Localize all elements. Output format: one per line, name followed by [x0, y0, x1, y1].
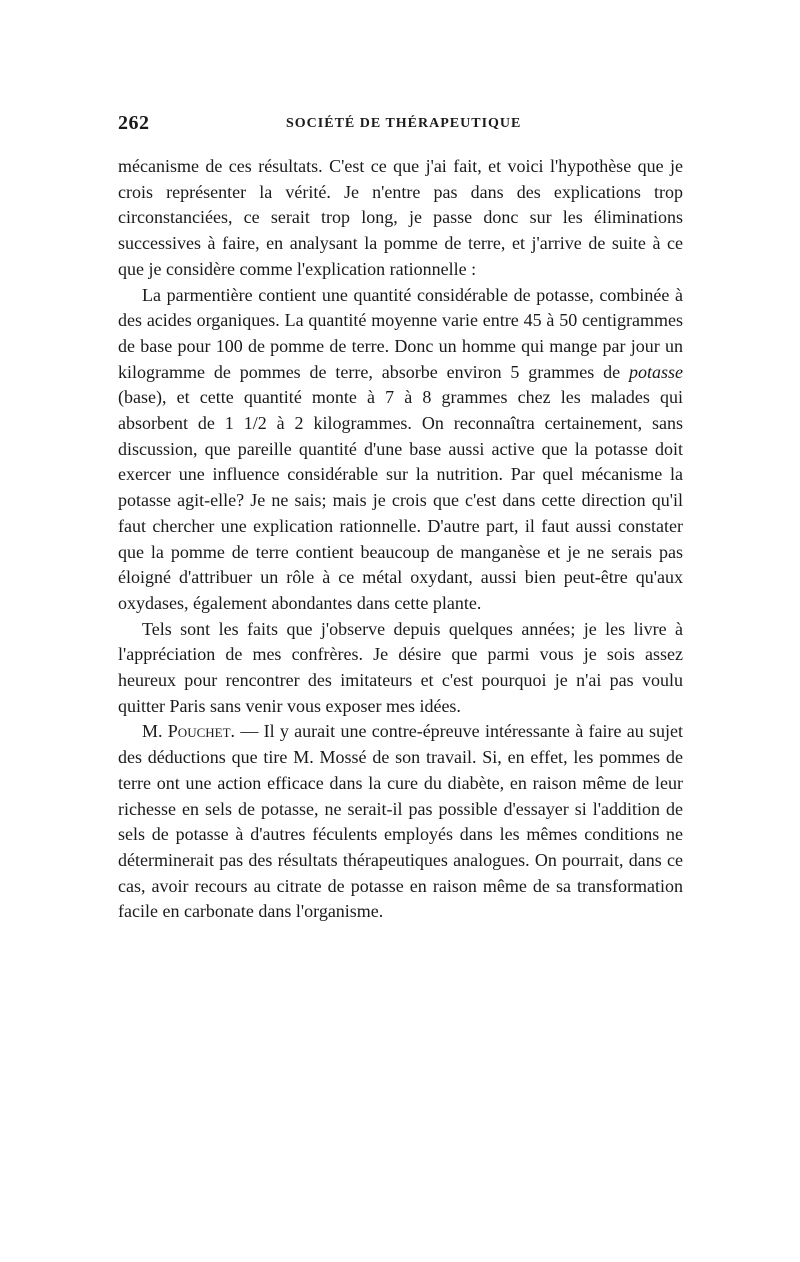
running-header [118, 112, 683, 142]
paragraph-text: (base), et cette quantité monte à 7 à 8 grammes chez les malades qui absorbent de 1 1/2 à 2 kilogrammes. On reconnaîtra certainement, sans discussion, que pareille quantité d'une base aussi active que la potasse doit exercer une influence considérable sur la nutrition. Par quel mécanisme la potasse agit-elle? Je ne sais; mais je crois que c'est dans cette direction qu'il faut chercher une explication rationnelle. D'autre part, il faut aussi constater que la pomme de terre contient beaucoup de manganèse et je ne serais pas éloigné d'attribuer un rôle à ce métal oxydant, aussi bien peut-être qu'aux oxydases, également abondantes dans cette plante. [118, 387, 683, 613]
paragraph-continued: mécanisme de ces résultats. C'est ce que j'ai fait, et voici l'hypothèse que je crois représenter la vérité. Je n'entre pas dans des explications trop circonstanciées, ce serait trop long, je passe donc sur les éliminations successives à faire, en analysant la pomme de terre, et j'arrive de suite à ce que je considère comme l'explication rationnelle : [118, 156, 683, 279]
emphasized-word: potasse [629, 361, 683, 382]
paragraph-discussion [118, 719, 683, 925]
paragraph-potasse [118, 283, 683, 617]
paragraph-conclusion: Tels sont les faits que j'observe depuis quelques années; je les livre à l'appréciation de mes confrères. Je désire que parmi vous je sois assez heureux pour rencontrer des imitateurs et c'est pourquoi je n'ai pas voulu quitter Paris sans venir vous exposer mes idées. [118, 618, 683, 716]
body-text [118, 154, 683, 925]
page-number: 262 [118, 112, 150, 134]
paragraph-text: — Il y aurait une contre-épreuve intéressante à faire au sujet des déductions que tire M. Mossé de son travail. Si, en effet, les pommes de terre ont une action efficace dans la cure du diabète, en raison même de leur richesse en sels de potasse, ne serait-il pas possible d'essayer si l'addition de sels de potasse à d'autres féculents employés dans les mêmes conditions ne déterminerait pas des résultats thérapeutiques analogues. On pourrait, dans ce cas, avoir recours au citrate de potasse en raison même de sa transformation facile en carbonate dans l'organisme. [118, 721, 684, 922]
paragraph-text: La parmentière contient une quantité considérable de potasse, combinée à des acides organiques. La quantité moyenne varie entre 45 à 50 centigrammes de base pour 100 de pomme de terre. Donc un homme qui mange par jour un kilogramme de pommes de terre, absorbe environ 5 grammes de [118, 284, 683, 382]
speaker-name: M. Pouchet. [142, 721, 236, 742]
document-page [118, 112, 683, 925]
running-title: SOCIÉTÉ DE THÉRAPEUTIQUE [286, 116, 522, 131]
